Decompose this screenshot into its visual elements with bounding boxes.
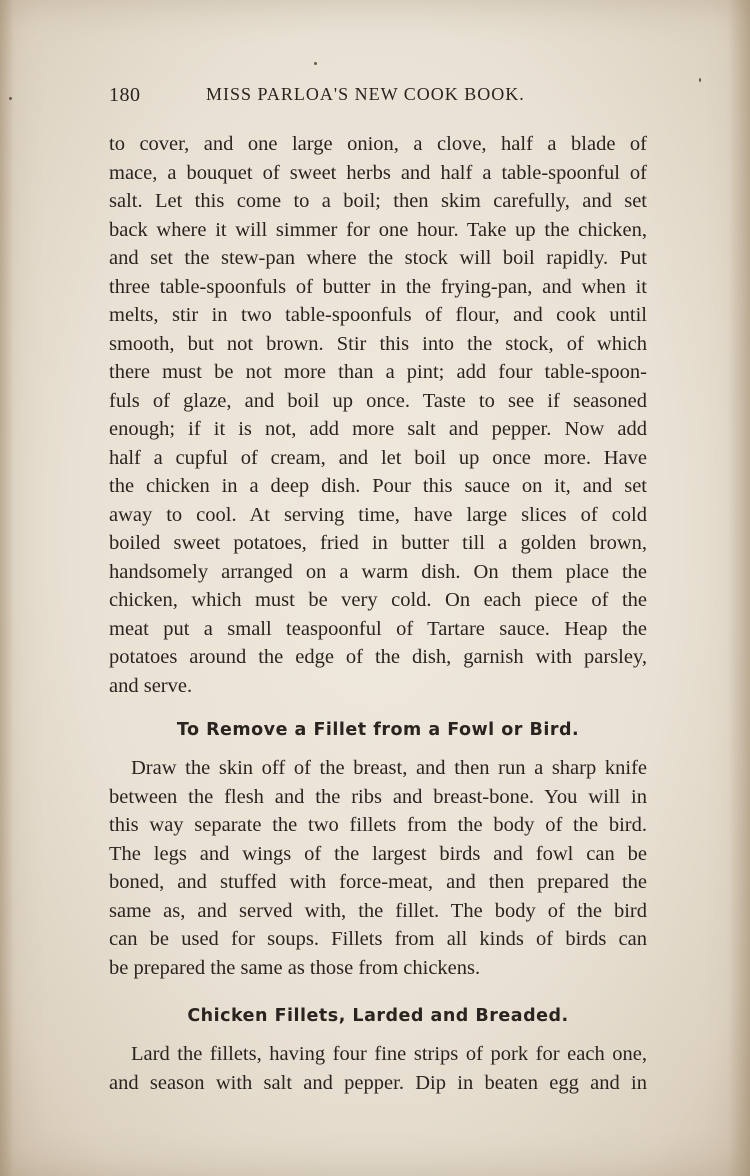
text-line: there must be not more than a pint; add four table-spoon- [109,361,647,383]
text-line: melts, stir in two table-spoonfuls of flour, and cook until [109,304,647,326]
section-heading: Chicken Fillets, Larded and Breaded. [187,1006,569,1026]
paper-speck [9,97,12,100]
page-edge-shadow-left [0,0,14,1176]
text-line: chicken, which must be very cold. On each piece of the [109,589,647,611]
text-line: meat put a small teaspoonful of Tartare sauce. Heap the [109,617,647,640]
text-line: away to cool. At serving time, have large slices of cold [109,503,647,526]
section-paragraph [109,1040,647,1097]
text-line: be prepared the same as those from chickens. [109,956,481,979]
page-number: 180 [109,84,141,106]
text-line: Lard the fillets, having four fine strips of pork for each one, [131,1043,647,1065]
text-line: Draw the skin off of the breast, and then run a sharp knife [131,757,647,779]
text-line: The legs and wings of the largest birds and fowl can be [109,842,647,865]
text-line: and season with salt and pepper. Dip in beaten egg and in [109,1071,647,1094]
section-heading: To Remove a Fillet from a Fowl or Bird. [176,720,580,740]
text-line: and serve. [109,674,193,697]
text-line: back where it will simmer for one hour. Take up the chicken, [109,218,647,241]
text-line: the chicken in a deep dish. Pour this sauce on it, and set [109,475,647,497]
text-line: this way separate the two fillets from the body of the bird. [109,814,647,836]
paper-speck [699,78,701,82]
page-header [109,80,647,112]
text-line: potatoes around the edge of the dish, garnish with parsley, [109,646,647,668]
text-line: boiled sweet potatoes, fried in butter till a golden brown, [109,532,647,554]
text-line: same as, and served with, the fillet. The body of the bird [109,899,647,922]
running-title: MISS PARLOA'S NEW COOK BOOK. [206,84,525,104]
text-line: boned, and stuffed with force-meat, and then prepared the [109,871,647,893]
text-line: handsomely arranged on a warm dish. On them place the [109,560,647,583]
page-edge-shadow-right [728,0,750,1176]
paper-speck [314,62,317,65]
text-line: smooth, but not brown. Stir this into the stock, of which [109,332,647,355]
text-line: mace, a bouquet of sweet herbs and half a table-spoonful of [109,161,647,184]
text-line: half a cupful of cream, and let boil up once more. Have [109,446,647,469]
text-line: to cover, and one large onion, a clove, half a blade of [109,133,647,155]
text-line: three table-spoonfuls of butter in the frying-pan, and when it [109,275,647,298]
section-paragraph [109,754,647,982]
text-line: salt. Let this come to a boil; then skim carefully, and set [109,190,647,212]
paragraph-continued [109,130,647,700]
text-line: enough; if it is not, add more salt and pepper. Now add [109,418,647,440]
text-line: and set the stew-pan where the stock will boil rapidly. Put [109,247,647,269]
text-line: fuls of glaze, and boil up once. Taste to see if seasoned [109,389,647,412]
text-line: between the flesh and the ribs and breast-bone. You will in [109,785,647,808]
text-line: can be used for soups. Fillets from all kinds of birds can [109,928,647,950]
